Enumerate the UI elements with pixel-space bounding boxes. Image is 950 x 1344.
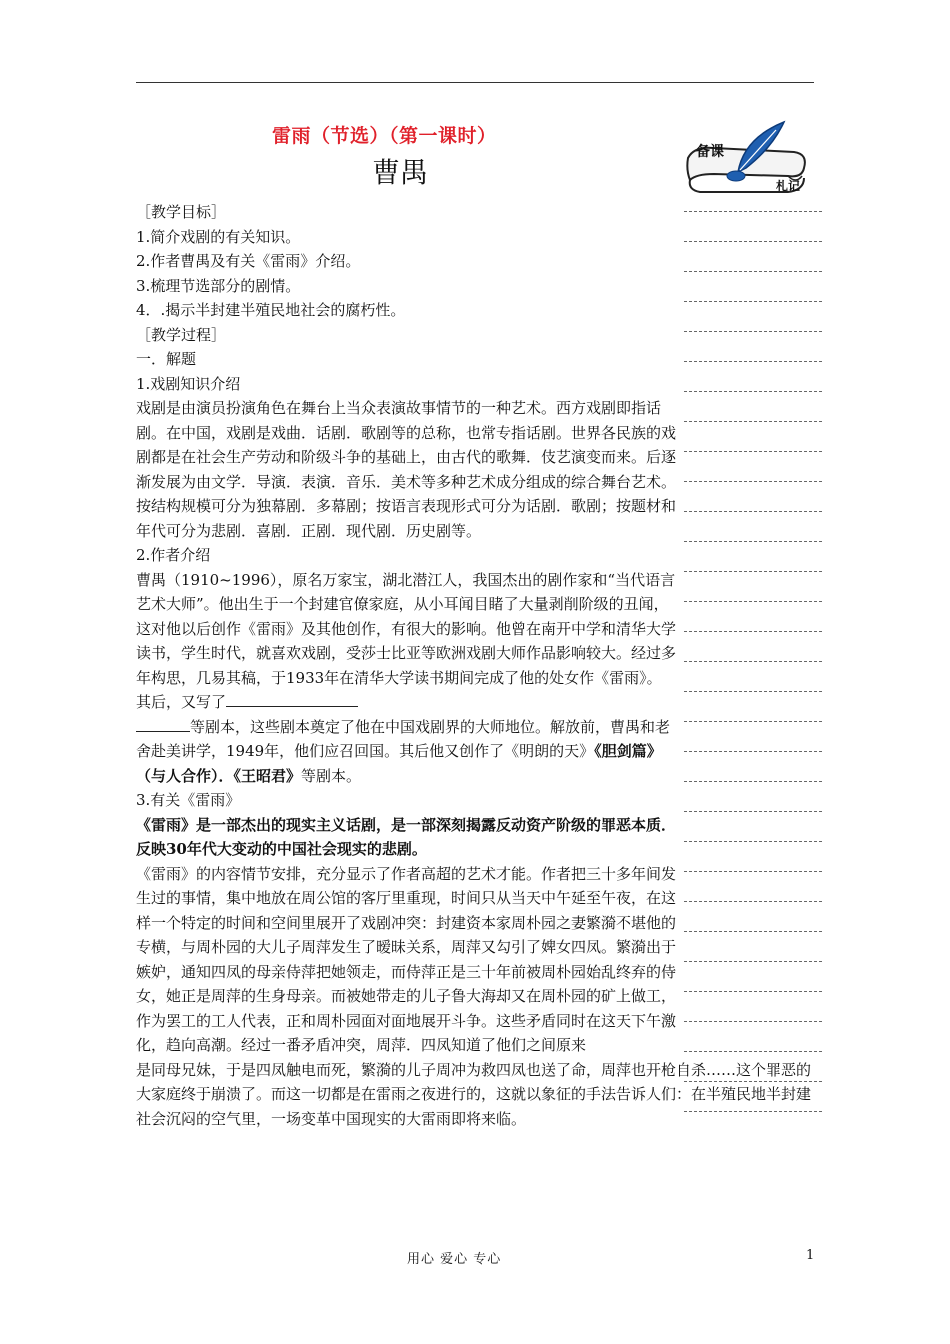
goals-heading: ［教学目标］	[136, 203, 227, 221]
note-line	[684, 541, 822, 542]
note-line	[684, 391, 822, 392]
note-line	[684, 271, 822, 272]
note-line	[684, 991, 822, 992]
note-line	[684, 301, 822, 302]
lesson-body	[136, 200, 812, 1131]
page-number: 1	[806, 1248, 815, 1263]
note-line	[684, 751, 822, 752]
note-line	[684, 1051, 822, 1052]
subsection-heading: 1.戏剧知识介绍	[136, 374, 241, 393]
subsection-heading: 3.有关《雷雨》	[136, 791, 241, 809]
goal-item: 2.作者曹禺及有关《雷雨》介绍。	[136, 252, 361, 270]
note-line	[684, 871, 822, 872]
footer-text: 用心 爱心 专心	[407, 1252, 502, 1267]
note-line	[684, 1111, 822, 1112]
note-line	[684, 331, 822, 332]
note-line	[684, 811, 822, 812]
note-line	[684, 241, 822, 242]
drama-intro-paragraph: 戏剧是由演员扮演角色在舞台上当众表演故事情节的一种艺术。西方戏剧即指话剧。在中国，戏剧是戏曲．话剧．歌剧等的总称，也常专指话剧。世界各民族的戏剧都是在社会生产劳动和阶级斗争的基础上，由古代的歌舞．伎艺演变而来。后逐渐发展为由文学．导演．表演．音乐．美术等多种艺术成分组成的综合舞台艺术。按结构规模可分为独幕剧．多幕剧；按语言表现形式可分为话剧．歌剧；按题材和年代可分为悲剧．喜剧．正剧．现代剧．历史剧等。	[136, 399, 677, 540]
author-intro-bold-text: 《胆剑篇》（与人合作）．《王昭君》	[136, 742, 662, 785]
note-line	[684, 481, 822, 482]
note-line	[684, 691, 822, 692]
note-line	[684, 1021, 822, 1022]
thunderstorm-summary-bold: 《雷雨》是一部杰出的现实主义话剧，是一部深刻揭露反动资产阶级的罪恶本质．反映30年代大变动的中国社会现实的悲剧。	[136, 815, 677, 858]
author-intro-text: 等剧本，这些剧本奠定了他在中国戏剧界的大师地位。解放前，曹禺和老舍赴美讲学，1949年，他们应召回国。其后他又创作了《明朗的天》	[136, 717, 671, 760]
page-title: 雷雨（节选）（第一课时）	[272, 125, 497, 147]
note-line	[684, 211, 822, 212]
goal-item: 3.梳理节选部分的剧情。	[136, 276, 301, 295]
goal-item: 1.简介戏剧的有关知识。	[136, 227, 301, 246]
note-line	[684, 661, 822, 662]
section-heading: 一．解题	[136, 350, 197, 368]
author-name: 曹禺	[372, 156, 429, 189]
subsection-heading: 2.作者介绍	[136, 546, 211, 564]
thunderstorm-plot-paragraph-end: 是同母兄妹，于是四凤触电而死，繁漪的儿子周冲为救四凤也送了命，周萍也开枪自杀……这个罪恶的大家庭终于崩溃了。而这一切都是在雷雨之夜进行的，这就以象征的手法告诉人们：在半殖民地半封建社会沉闷的空气里，一场变革中国现实的大雷雨即将来临。	[136, 1060, 812, 1128]
note-line	[684, 601, 822, 602]
logo-text-top: 备课	[696, 144, 724, 160]
header-rule	[136, 82, 814, 83]
note-line	[684, 721, 822, 722]
process-heading: ［教学过程］	[136, 325, 227, 344]
note-line	[684, 511, 822, 512]
note-line	[684, 901, 822, 902]
fill-in-blank[interactable]	[136, 717, 190, 732]
note-line	[684, 781, 822, 782]
fill-in-blank[interactable]	[226, 692, 358, 707]
note-line	[684, 421, 822, 422]
note-line	[684, 931, 822, 932]
author-intro-text: 等剧本。	[301, 766, 362, 785]
note-line	[684, 841, 822, 842]
goal-item: 4．.揭示半封建半殖民地社会的腐朽性。	[136, 301, 406, 319]
note-line	[684, 571, 822, 572]
note-line	[684, 361, 822, 362]
author-intro-paragraph	[136, 568, 676, 789]
note-line	[684, 961, 822, 962]
thunderstorm-plot-paragraph: 《雷雨》的内容情节安排，充分显示了作者高超的艺术才能。作者把三十多年间发生过的事情，集中地放在周公馆的客厅里重现，时间只从当天中午延至午夜，在这样一个特定的时间和空间里展开了戏剧冲突：封建资本家周朴园之妻繁漪不堪他的专横，与周朴园的大儿子周萍发生了暧昧关系，周萍又勾引了婢女四凤。繁漪出于嫉妒，通知四凤的母亲侍萍把她领走，而侍萍正是三十年前被周朴园始乱终弃的侍女，她正是周萍的生身母亲。而被她带走的儿子鲁大海却又在周朴园的矿上做工，作为罢工的工人代表，正和周朴园面对面地展开斗争。这些矛盾同时在这天下午激化，趋向高潮。经过一番矛盾冲突，周萍．四凤知道了他们之间原来	[136, 864, 677, 1054]
logo-text-bottom: 札记	[776, 179, 801, 193]
note-line	[684, 1081, 822, 1082]
note-line	[684, 631, 822, 632]
note-line	[684, 451, 822, 452]
lesson-notes-logo	[684, 118, 812, 198]
author-intro-text: 曹禺（1910~1996），原名万家宝，湖北潜江人，我国杰出的剧作家和“当代语言艺术大师”。他出生于一个封建官僚家庭，从小耳闻目睹了大量剥削阶级的丑闻，这对他以后创作《雷雨》及其他创作，有很大的影响。他曾在南开中学和清华大学读书，学生时代，就喜欢戏剧，受莎士比亚等欧洲戏剧大师作品影响较大。经过多年构思，几易其稿，于1933年在清华大学读书期间完成了他的处女作《雷雨》。其后，又写了	[136, 570, 677, 711]
